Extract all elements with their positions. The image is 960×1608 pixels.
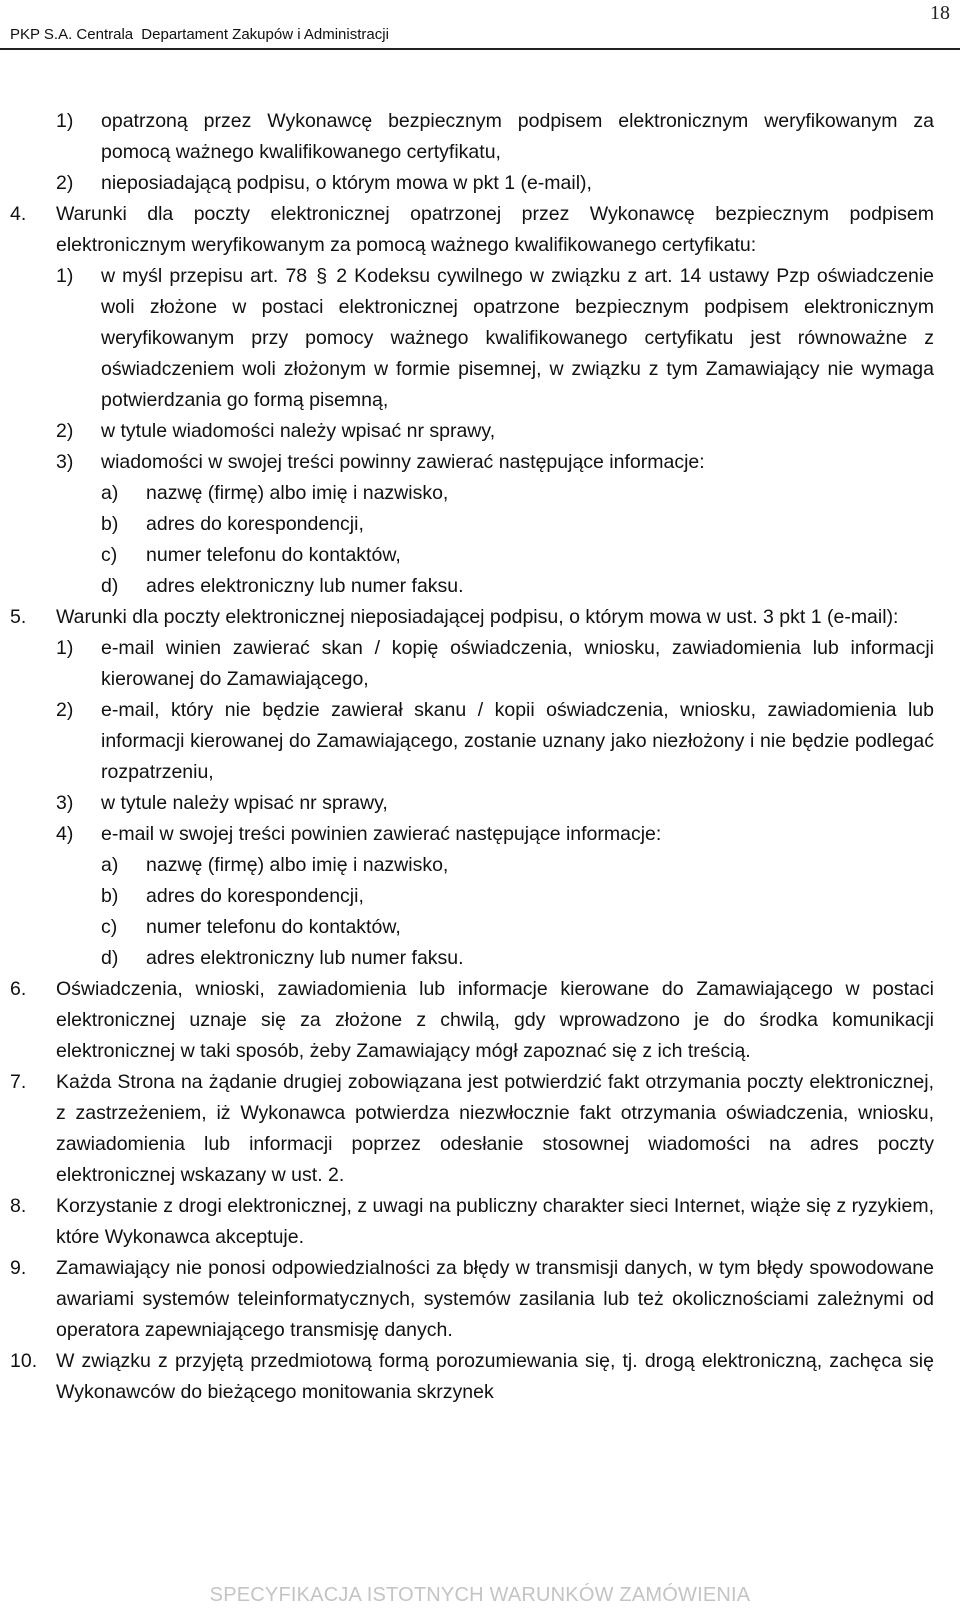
sub-list-item-text: adres elektroniczny lub numer faksu. [146, 947, 464, 969]
list-item [56, 447, 934, 478]
sub-list-item [101, 850, 934, 881]
page-header [10, 26, 940, 46]
sub-list-item-letter: c) [101, 916, 118, 938]
sub-list-item-text: nazwę (firmę) albo imię i nazwisko, [146, 854, 449, 876]
section-text: Korzystanie z drogi elektronicznej, z uwagi na publiczny charakter sieci Internet, wiąże się z ryzykiem, które Wykonawca akceptuje. [56, 1195, 934, 1248]
list-item [56, 106, 934, 168]
sub-list-item-letter: c) [101, 544, 118, 566]
sub-list-item-text: adres do korespondencji, [146, 885, 364, 907]
list-item [56, 261, 934, 416]
header-dept: Departament Zakupów i Administracji [141, 26, 389, 43]
sub-list-item-text: adres elektroniczny lub numer faksu. [146, 575, 464, 597]
page-footer: SPECYFIKACJA ISTOTNYCH WARUNKÓW ZAMÓWIENIA [209, 1584, 751, 1606]
section-number: 5. [10, 606, 27, 628]
list-item [56, 168, 934, 199]
list-item-text: e-mail, który nie będzie zawierał skanu / kopii oświadczenia, wniosku, zawiadomienia lub informacji kierowanej do Zamawiającego, zostanie uznany jako niezłożony i nie będzie podlegać rozpatrzeniu, [101, 699, 934, 783]
section-text: Zamawiający nie ponosi odpowiedzialności za błędy w transmisji danych, w tym błędy spowodowane awariami systemów teleinformatycznych, systemów zasilania lub też okolicznościami zależnymi od operatora zapewniającego transmisję danych. [56, 1257, 934, 1341]
section-number: 6. [10, 978, 27, 1000]
list-item-number: 2) [56, 420, 74, 442]
sub-list-item-letter: a) [101, 482, 119, 504]
page-number: 18 [930, 2, 950, 24]
section-4 [10, 199, 934, 261]
sub-list-item-text: nazwę (firmę) albo imię i nazwisko, [146, 482, 449, 504]
list-item-text: e-mail w swojej treści powinien zawierać następujące informacje: [101, 823, 662, 845]
sub-list-item-letter: a) [101, 854, 119, 876]
header-org: PKP S.A. Centrala [10, 26, 134, 43]
section-number: 8. [10, 1195, 27, 1217]
sub-list-item-letter: b) [101, 885, 119, 907]
list-item-text: w tytule wiadomości należy wpisać nr sprawy, [101, 420, 496, 442]
list-item-text-part: 2 Kodeksu cywilnego w związku z art. 14 ustawy Pzp oświadczenie woli złożone w postaci elektronicznej opatrzone bezpiecznym podpisem elektronicznym weryfikowanym przy pomocy ważnego kwalifikowanego certyfikatu jest równoważne z oświadczeniem woli złożonym w formie pisemnej, w związku z tym Zamawiający nie wymaga potwierdzania go formą pisemną, [101, 265, 934, 411]
section-number: 10. [10, 1350, 38, 1372]
list-item-number: 1) [56, 110, 74, 132]
section-number: 4. [10, 203, 27, 225]
list-item [56, 633, 934, 695]
sub-list-item [101, 881, 934, 912]
list-item-text: e-mail winien zawierać skan / kopię oświadczenia, wniosku, zawiadomienia lub informacji kierowanej do Zamawiającego, [101, 637, 934, 690]
section-number: 9. [10, 1257, 27, 1279]
list-item-text-part: w myśl przepisu art. 78 [101, 265, 308, 287]
list-item [56, 416, 934, 447]
list-item-number: 3) [56, 792, 74, 814]
sub-list-item [101, 478, 934, 509]
section-6 [10, 974, 934, 1067]
list-item-text: nieposiadającą podpisu, o którym mowa w pkt 1 (e-mail), [101, 172, 592, 194]
list-item [56, 695, 934, 788]
list-item-number: 2) [56, 699, 74, 721]
sub-list-item [101, 509, 934, 540]
section-number: 7. [10, 1071, 27, 1093]
section-sign: § [316, 265, 328, 287]
document-body [0, 106, 960, 1408]
sub-list-item-letter: d) [101, 575, 119, 597]
section-text: Oświadczenia, wnioski, zawiadomienia lub informacje kierowane do Zamawiającego w postaci elektronicznej uznaje się za złożone z chwilą, gdy wprowadzono je do środka komunikacji elektronicznej w taki sposób, żeby Zamawiający mógł zapoznać się z ich treścią. [56, 978, 934, 1062]
header-divider [0, 48, 960, 50]
section-8 [10, 1191, 934, 1253]
list-item-number: 1) [56, 637, 74, 659]
section-text: Warunki dla poczty elektronicznej nieposiadającej podpisu, o którym mowa w ust. 3 pkt 1 (e-mail): [56, 606, 899, 628]
sub-list-item-letter: d) [101, 947, 119, 969]
sub-list-item-text: adres do korespondencji, [146, 513, 364, 535]
section-9 [10, 1253, 934, 1346]
list-item [56, 819, 934, 850]
list-item [56, 788, 934, 819]
sub-list-item [101, 540, 934, 571]
sub-list-item-text: numer telefonu do kontaktów, [146, 544, 401, 566]
list-item-number: 4) [56, 823, 74, 845]
list-item-number: 3) [56, 451, 74, 473]
list-item-text: w tytule należy wpisać nr sprawy, [101, 792, 388, 814]
list-item-text: opatrzoną przez Wykonawcę bezpiecznym podpisem elektronicznym weryfikowanym za pomocą ważnego kwalifikowanego certyfikatu, [101, 110, 934, 163]
section-text: Warunki dla poczty elektronicznej opatrzonej przez Wykonawcę bezpiecznym podpisem elektronicznym weryfikowanym za pomocą ważnego kwalifikowanego certyfikatu: [56, 203, 934, 256]
section-7 [10, 1067, 934, 1191]
section-10 [10, 1346, 934, 1408]
sub-list-item-text: numer telefonu do kontaktów, [146, 916, 401, 938]
list-item-number: 1) [56, 265, 74, 287]
sub-list-item-letter: b) [101, 513, 119, 535]
section-5 [10, 602, 934, 633]
list-item-text: wiadomości w swojej treści powinny zawierać następujące informacje: [101, 451, 705, 473]
section-text: Każda Strona na żądanie drugiej zobowiązana jest potwierdzić fakt otrzymania poczty elektronicznej, z zastrzeżeniem, iż Wykonawca potwierdza niezwłocznie fakt otrzymania oświadczenia, wniosku, zawiadomienia lub informacji poprzez odesłanie stosownej wiadomości na adres poczty elektronicznej wskazany w ust. 2. [56, 1071, 934, 1186]
list-item-number: 2) [56, 172, 74, 194]
sub-list-item [101, 912, 934, 943]
section-text: W związku z przyjętą przedmiotową formą porozumiewania się, tj. drogą elektroniczną, zachęca się Wykonawców do bieżącego monitowania skrzynek [56, 1350, 934, 1403]
sub-list-item [101, 571, 934, 602]
sub-list-item [101, 943, 934, 974]
